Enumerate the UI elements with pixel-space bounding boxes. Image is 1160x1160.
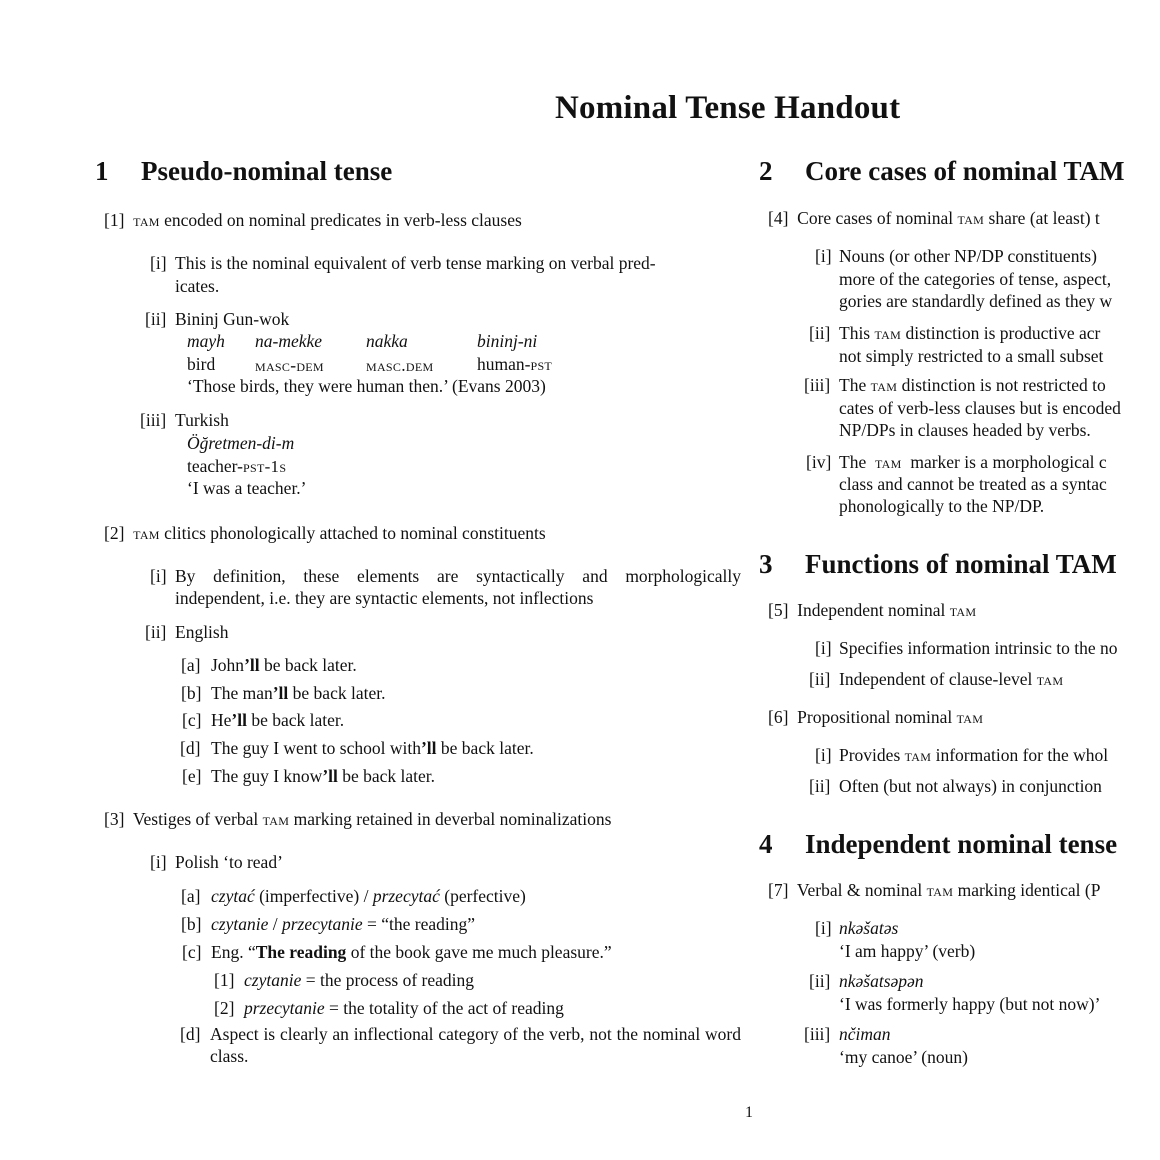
subitem-label: [iii] <box>140 410 167 430</box>
tam-abbrev: tam <box>957 209 985 228</box>
item-6: [6] Propositional nominal tam <box>768 707 984 727</box>
section-title: Independent nominal tense <box>805 829 1118 859</box>
document-title: Nominal Tense Handout <box>555 90 901 126</box>
item-label: [7] <box>768 880 789 900</box>
subitem-label: [iv] <box>806 452 832 472</box>
example-label: [b] <box>181 683 202 703</box>
subitem-label: [i] <box>815 745 832 765</box>
section-title: Pseudo-nominal tense <box>141 156 393 186</box>
example-text: He’ll be back later. <box>211 710 345 730</box>
gloss-word: na-mekke <box>255 331 323 351</box>
subitem-label: [ii] <box>145 622 167 642</box>
example-translation: ‘I am happy’ (verb) <box>839 941 976 961</box>
subitem-label: [i] <box>150 852 167 872</box>
example-text: czytanie = the process of reading <box>244 970 475 990</box>
example-label: [c] <box>182 710 202 730</box>
tam-abbrev: tam <box>133 524 160 543</box>
gloss-label: teacher-pst-1s <box>187 456 287 476</box>
item-1 <box>104 209 522 232</box>
subitem-text-line: The tam distinction is not restricted to <box>839 375 1106 395</box>
tam-abbrev: tam <box>926 881 954 900</box>
item-7: [7] Verbal & nominal tam marking identical (P <box>768 880 1101 900</box>
language-name: Turkish <box>175 410 229 430</box>
subitem-text: By definition, these elements are syntactically and morphologically independent, i.e. they are syntactic elements, not inflections <box>175 566 741 608</box>
item-label: [2] <box>104 523 125 543</box>
subitem-label: [ii] <box>809 323 831 343</box>
gloss-word: mayh <box>187 331 225 351</box>
subitem-text: Polish ‘to read’ <box>175 852 283 872</box>
subitem-label: [i] <box>815 246 832 266</box>
gloss-word: bininj-ni <box>477 331 538 351</box>
item-4: [4] Core cases of nominal tam share (at least) t <box>768 208 1100 228</box>
language-name: English <box>175 622 229 642</box>
section-heading-1 <box>95 156 392 187</box>
item-label: [6] <box>768 707 789 727</box>
subitem-label: [ii] <box>809 776 831 796</box>
language-name: Bininj Gun-wok <box>175 309 290 329</box>
subitem-text-line: Nouns (or other NP/DP constituents) <box>839 246 1097 266</box>
example-text: przecytanie = the totality of the act of reading <box>244 998 564 1018</box>
example-word: nkəšatsəpən <box>839 971 924 991</box>
item-text: marking retained in deverbal nominalizations <box>293 809 612 829</box>
example-text: The man’ll be back later. <box>211 683 386 703</box>
subitem-label: [ii] <box>809 669 831 689</box>
subitem-text-line: This tam distinction is productive acr <box>839 323 1101 343</box>
section-number: 1 <box>95 156 109 186</box>
subitem-text: Often (but not always) in conjunction <box>839 776 1102 796</box>
subitem-label: [i] <box>815 638 832 658</box>
gloss-label: bird <box>187 354 216 374</box>
subitem-label: [i] <box>150 253 167 273</box>
example-text: czytać (imperfective) / przecytać (perfective) <box>211 886 526 906</box>
section-heading-2 <box>759 156 1124 187</box>
example-label: [d] <box>180 1024 201 1044</box>
item-text: clitics phonologically attached to nominal constituents <box>164 523 546 543</box>
example-label: [c] <box>182 942 202 962</box>
subitem-text-line: more of the categories of tense, aspect, <box>839 269 1112 289</box>
example-text: The guy I know’ll be back later. <box>211 766 436 786</box>
subitem-label: [ii] <box>145 309 167 329</box>
gloss-translation: ‘Those birds, they were human then.’ (Evans 2003) <box>187 376 546 396</box>
gloss-label: human-pst <box>477 354 553 374</box>
gloss-translation: ‘I was a teacher.’ <box>187 478 307 498</box>
section-number: 3 <box>759 549 773 579</box>
example-word: nčiman <box>839 1024 891 1044</box>
subitem-text: Provides tam information for the whol <box>839 745 1109 765</box>
example-label: [a] <box>181 886 201 906</box>
section-number: 4 <box>759 829 773 859</box>
subitem-text-line1: This is the nominal equivalent of verb tense marking on verbal pred- <box>175 253 656 273</box>
item-label: [5] <box>768 600 789 620</box>
subitem-text: Independent of clause-level tam <box>839 669 1064 689</box>
example-text: The guy I went to school with’ll be back later. <box>211 738 534 758</box>
example-translation: ‘my canoe’ (noun) <box>839 1047 968 1067</box>
gloss-label: masc.dem <box>366 355 434 375</box>
item-label: [4] <box>768 208 789 228</box>
example-text: czytanie / przecytanie = “the reading” <box>211 914 476 934</box>
example-label: [1] <box>214 970 235 990</box>
item-text: encoded on nominal predicates in verb-less clauses <box>164 210 522 230</box>
section-number: 2 <box>759 156 773 186</box>
subitem-text-line: class and cannot be treated as a syntac <box>839 474 1107 494</box>
subitem-text: Specifies information intrinsic to the no <box>839 638 1118 658</box>
subitem-text-line: The tam marker is a morphological c <box>839 452 1107 472</box>
section-heading-3 <box>759 549 1117 580</box>
example-word: nkəšatəs <box>839 918 899 938</box>
example-label: [2] <box>214 998 235 1018</box>
item-5: [5] Independent nominal tam <box>768 600 977 620</box>
subitem-text-line: cates of verb-less clauses but is encoded <box>839 398 1121 418</box>
subitem-text-line: gories are standardly defined as they w <box>839 291 1113 311</box>
example-label: [b] <box>181 914 202 934</box>
tam-abbrev: tam <box>949 601 977 620</box>
example-label: [a] <box>181 655 201 675</box>
gloss-label: masc-dem <box>255 355 324 375</box>
subitem-text-line: NP/DPs in clauses headed by verbs. <box>839 420 1091 440</box>
example-label: [d] <box>180 738 201 758</box>
section-heading-4 <box>759 829 1117 860</box>
item-2 <box>104 522 546 545</box>
page-number: 1 <box>745 1104 753 1121</box>
item-3: [3] Vestiges of verbal tam marking retained in deverbal nominalizations <box>104 809 612 829</box>
subitem-label: [i] <box>815 918 832 938</box>
subitem-text-line2: icates. <box>175 276 220 296</box>
section-title: Core cases of nominal TAM <box>805 156 1125 186</box>
tam-abbrev: tam <box>133 211 160 230</box>
tam-abbrev: tam <box>956 708 984 727</box>
section-title: Functions of nominal TAM <box>805 549 1117 579</box>
subitem-text-line: not simply restricted to a small subset <box>839 346 1104 366</box>
subitem-label: [iii] <box>804 375 831 395</box>
subitem-text-line: phonologically to the NP/DP. <box>839 496 1045 516</box>
example-text: John’ll be back later. <box>211 655 357 675</box>
gloss-word: Öğretmen-di-m <box>187 433 295 453</box>
subitem-label: [ii] <box>809 971 831 991</box>
example-translation: ‘I was formerly happy (but not now)’ <box>839 994 1101 1014</box>
subitem-label: [iii] <box>804 1024 831 1044</box>
example-text: Aspect is clearly an inflectional category of the verb, not the nominal word class. <box>210 1024 741 1066</box>
example-label: [e] <box>182 766 202 786</box>
item-label: [3] <box>104 809 125 829</box>
item-label: [1] <box>104 210 125 230</box>
gloss-word: nakka <box>366 331 408 351</box>
example-text: Eng. “The reading of the book gave me much pleasure.” <box>211 942 612 962</box>
subitem-label: [i] <box>150 566 167 586</box>
tam-abbrev: tam <box>262 810 290 829</box>
